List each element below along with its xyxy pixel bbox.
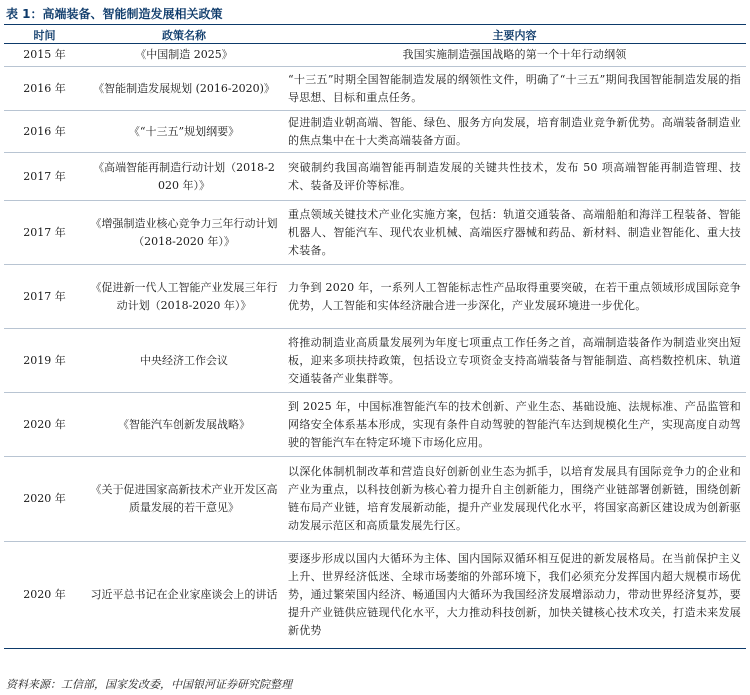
row-year: 2017 年 [4,265,85,329]
table-row [4,201,746,265]
source-note: 资料来源：工信部，国家发改委，中国银河证券研究院整理 [6,678,292,691]
table-row [4,111,746,153]
row-policy-name: 《“十三五”规划纲要》 [85,111,283,153]
row-policy-name: 《智能汽车创新发展战略》 [85,393,283,457]
table-caption: 表 1：高端装备、智能制造发展相关政策 [6,7,223,21]
row-policy-name: 《促进新一代人工智能产业发展三年行动计划（2018-2020 年）》 [85,265,283,329]
row-content: 我国实施制造强国战略的第一个十年行动纲领 [283,44,746,67]
row-content: 要逐步形成以国内大循环为主体、国内国际双循环相互促进的新发展格局。在当前保护主义上升、世界经济低迷、全球市场萎缩的外部环境下，我们必须充分发挥国内超大规模市场优势，通过繁荣国内经济、畅通国内大循环为我国经济发展增添动力，带动世界经济复苏，要提升产业链供应链现代化水平，大力推动科技创新，加快关键核心技术攻关，打造未来发展新优势 [283,542,746,649]
row-year: 2020 年 [4,457,85,542]
header-name: 政策名称 [85,26,283,44]
table-row [4,329,746,393]
row-content: 促进制造业朝高端、智能、绿色、服务方向发展，培育制造业竞争新优势。高端装备制造业的焦点集中在十大类高端装备方面。 [283,111,746,153]
row-year: 2015 年 [4,44,85,67]
table-row [4,67,746,111]
row-policy-name: 《高端智能再制造行动计划（2018-2020 年）》 [85,153,283,201]
caption-rule [4,24,746,25]
row-year: 2017 年 [4,153,85,201]
row-year: 2016 年 [4,67,85,111]
row-content: 以深化体制机制改革和营造良好创新创业生态为抓手，以培育发展具有国际竞争力的企业和产业为重点，以科技创新为核心着力提升自主创新能力，围绕产业链部署创新链，围绕创新链布局产业链，培育发展新动能，提升产业发展现代化水平，将国家高新区建设成为创新驱动发展示范区和高质量发展先行区。 [283,457,746,542]
row-policy-name: 《智能制造发展规划 (2016-2020)》 [85,67,283,111]
row-year: 2020 年 [4,542,85,649]
row-policy-name: 《关于促进国家高新技术产业开发区高质量发展的若干意见》 [85,457,283,542]
table-row [4,44,746,67]
row-content: “十三五”时期全国智能制造发展的纲领性文件，明确了“十三五”期间我国智能制造发展的指导思想、目标和重点任务。 [283,67,746,111]
row-content: 将推动制造业高质量发展列为年度七项重点工作任务之首，高端制造装备作为制造业突出短板，迎来多项扶持政策，包括设立专项资金支持高端装备与智能制造、高档数控机床、轨道交通装备产业集群等。 [283,329,746,393]
row-content: 力争到 2020 年，一系列人工智能标志性产品取得重要突破，在若干重点领域形成国际竞争优势，人工智能和实体经济融合进一步深化，产业发展环境进一步优化。 [283,265,746,329]
table-row [4,542,746,649]
row-year: 2019 年 [4,329,85,393]
table-header-row [4,26,746,44]
row-year: 2017 年 [4,201,85,265]
row-policy-name: 《中国制造 2025》 [85,44,283,67]
table-row [4,393,746,457]
table-row [4,265,746,329]
header-content: 主要内容 [283,26,746,44]
row-policy-name: 中央经济工作会议 [85,329,283,393]
row-content: 突破制约我国高端智能再制造发展的关键共性技术，发布 50 项高端智能再制造管理、技术、装备及评价等标准。 [283,153,746,201]
row-policy-name: 习近平总书记在企业家座谈会上的讲话 [85,542,283,649]
table-row [4,153,746,201]
row-content: 到 2025 年，中国标准智能汽车的技术创新、产业生态、基础设施、法规标准、产品监管和网络安全体系基本形成，实现有条件自动驾驶的智能汽车达到规模化生产，实现高度自动驾驶的智能汽车在特定环境下市场化应用。 [283,393,746,457]
table-row [4,457,746,542]
header-year: 时间 [4,26,85,44]
row-policy-name: 《增强制造业核心竞争力三年行动计划（2018-2020 年）》 [85,201,283,265]
row-year: 2020 年 [4,393,85,457]
row-year: 2016 年 [4,111,85,153]
row-content: 重点领域关键技术产业化实施方案，包括：轨道交通装备、高端船舶和海洋工程装备、智能机器人、智能汽车、现代农业机械、高端医疗器械和药品、新材料、制造业智能化、重大技术装备。 [283,201,746,265]
policy-table [4,26,746,649]
